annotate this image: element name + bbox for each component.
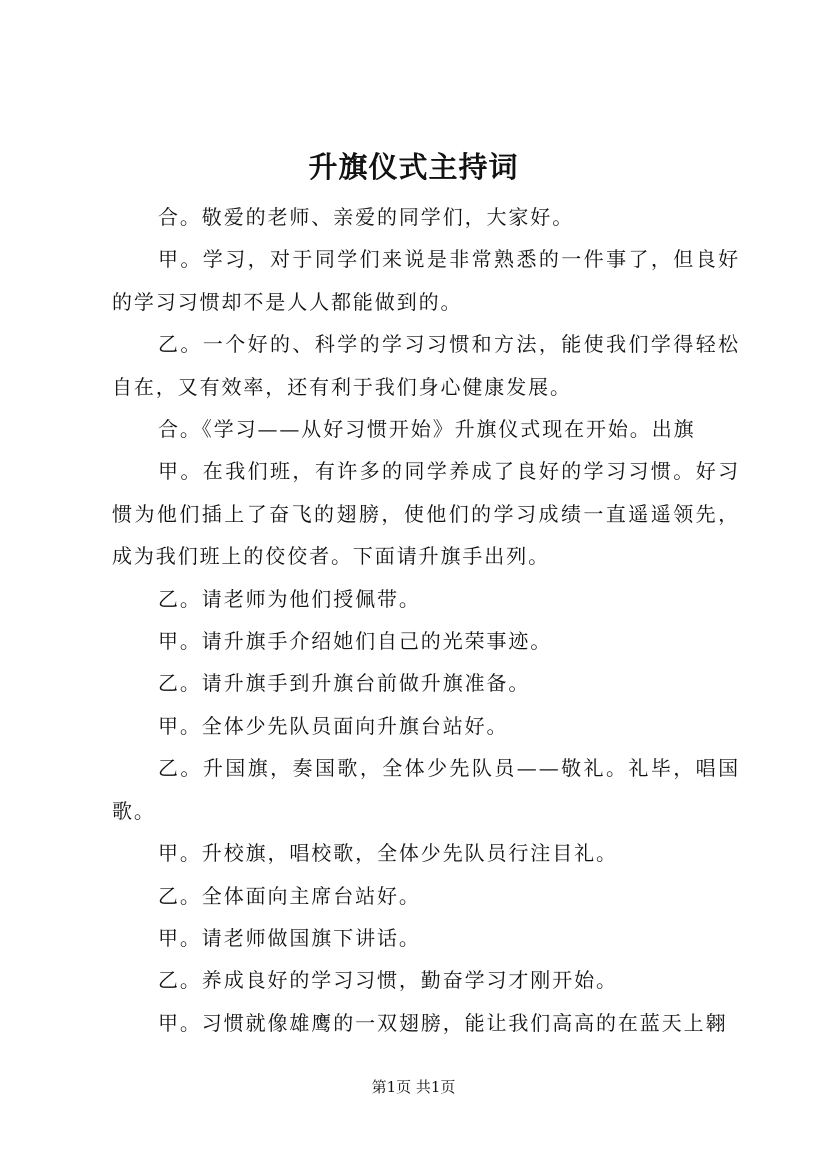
paragraph: 乙。一个好的、科学的学习习惯和方法，能使我们学得轻松自在，又有效率，还有利于我们身心健康发展。 <box>112 332 740 399</box>
paragraph: 甲。在我们班，有许多的同学养成了良好的学习习惯。好习惯为他们插上了奋飞的翅膀，使他们的学习成绩一直遥遥领先，成为我们班上的佼佼者。下面请升旗手出列。 <box>112 459 740 569</box>
paragraph: 甲。请老师做国旗下讲话。 <box>158 925 421 950</box>
paragraph: 合。敬爱的老师、亲爱的同学们，大家好。 <box>158 205 575 229</box>
paragraph: 合。《学习——从好习惯开始》升旗仪式现在开始。出旗 <box>158 417 696 442</box>
document-title: 升旗仪式主持词 <box>308 150 519 184</box>
document-body <box>112 196 740 1044</box>
paragraph: 乙。全体面向主席台站好。 <box>158 883 421 908</box>
paragraph: 甲。升校旗，唱校歌，全体少先队员行注目礼。 <box>158 841 618 866</box>
paragraph: 甲。学习，对于同学们来说是非常熟悉的一件事了，但良好的学习习惯却不是人人都能做到的。 <box>112 247 740 314</box>
page-footer: 第1页 共1页 <box>371 1078 456 1096</box>
paragraph: 甲。习惯就像雄鹰的一双翅膀，能让我们高高的在蓝天上翱 <box>158 1010 728 1035</box>
paragraph: 乙。升国旗，奏国歌，全体少先队员——敬礼。礼毕，唱国歌。 <box>112 756 740 823</box>
paragraph: 乙。请老师为他们授佩带。 <box>158 586 421 611</box>
paragraph: 乙。请升旗手到升旗台前做升旗准备。 <box>158 671 531 696</box>
paragraph: 乙。养成良好的学习习惯，勤奋学习才刚开始。 <box>158 968 618 993</box>
paragraph: 甲。请升旗手介绍她们自己的光荣事迹。 <box>158 629 553 654</box>
paragraph: 甲。全体少先队员面向升旗台站好。 <box>158 713 509 738</box>
